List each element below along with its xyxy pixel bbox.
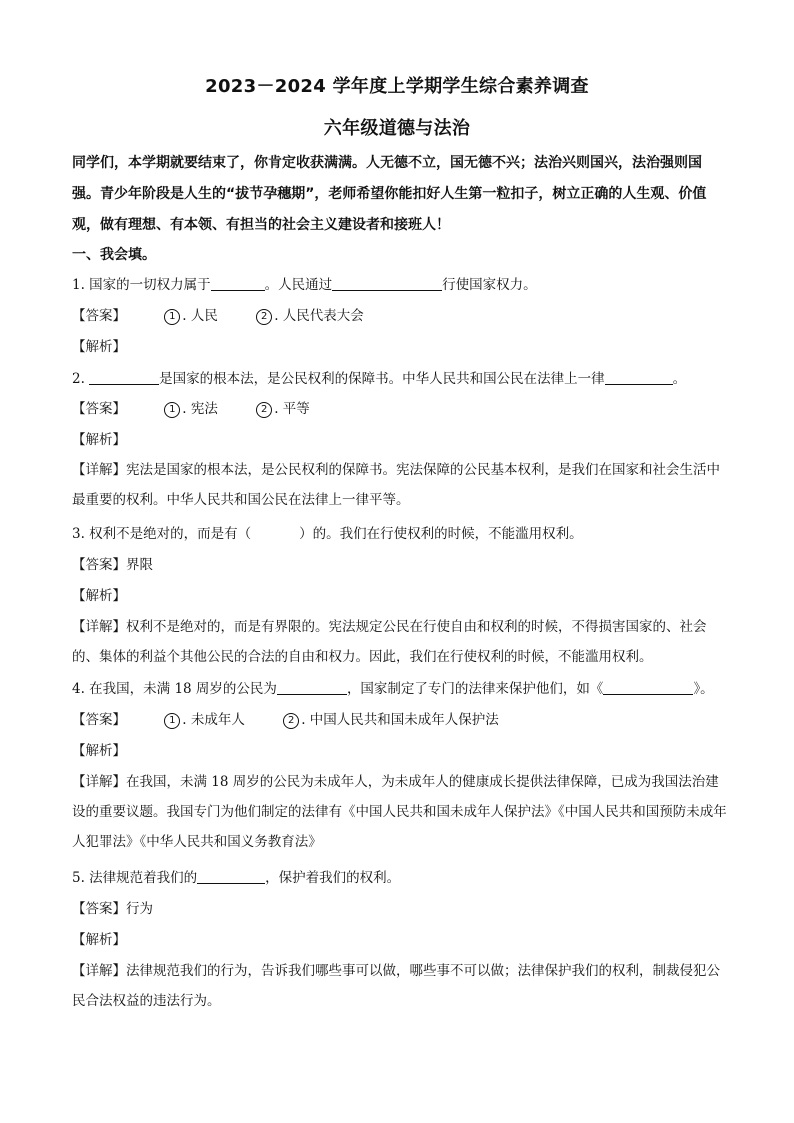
answer-4: 【答案】 1 . 未成年人 2 . 中国人民共和国未成年人保护法 bbox=[72, 712, 499, 728]
detail-2: 【详解】宪法是国家的根本法，是公民权利的保障书。宪法保障的公民基本权利，是我们在国家和社会生活中最重要的权利。中华人民共和国公民在法律上一律平等。 bbox=[72, 462, 720, 508]
intro-paragraph: 同学们，本学期就要结束了，你肯定收获满满。人无德不立，国无德不兴；法治兴则国兴，法治强则国强。青少年阶段是人生的“拔节孕穗期”，老师希望你能扣好人生第一粒扣子，树立正确的人生观、价值观，做有理想、有本领、有担当的社会主义建设者和接班人！ bbox=[72, 155, 707, 233]
analysis-label: 【解析】 bbox=[72, 932, 126, 948]
page-title: 2023－2024 学年度上学期学生综合素养调查 bbox=[205, 76, 589, 97]
detail-label: 【详解】 bbox=[72, 462, 126, 478]
circled-number: 1 bbox=[164, 713, 180, 729]
question-5: 5. 法律规范着我们的 ，保护着我们的权利。 bbox=[72, 870, 401, 886]
answer-1: 【答案】 1 . 人民 2 . 人民代表大会 bbox=[72, 308, 364, 324]
circled-number: 2 bbox=[256, 309, 272, 325]
answer-label: 【答案】 bbox=[72, 901, 126, 917]
analysis-label: 【解析】 bbox=[72, 339, 126, 355]
detail-label: 【详解】 bbox=[72, 619, 126, 635]
circled-number: 1 bbox=[164, 309, 180, 325]
analysis-label: 【解析】 bbox=[72, 588, 126, 604]
detail-3: 【详解】权利不是绝对的，而是有界限的。宪法规定公民在行使自由和权利的时候，不得损害国家的、社会的、集体的利益个其他公民的合法的自由和权力。因此，我们在行使权利的时候，不能滥用权利。 bbox=[72, 619, 707, 665]
answer-blank bbox=[211, 275, 265, 291]
answer-3: 【答案】界限 bbox=[72, 557, 153, 573]
answer-blank bbox=[197, 868, 265, 884]
section-heading: 一、我会填。 bbox=[72, 247, 156, 263]
analysis-label: 【解析】 bbox=[72, 743, 126, 759]
detail-5: 【详解】法律规范我们的行为，告诉我们哪些事可以做，哪些事不可以做；法律保护我们的权利，制裁侵犯公民合法权益的违法行为。 bbox=[72, 963, 720, 1009]
answer-blank bbox=[603, 679, 693, 695]
answer-blank bbox=[89, 369, 159, 385]
question-2: 2. 是国家的根本法，是公民权利的保障书。中华人民共和国公民在法律上一律 。 bbox=[72, 371, 687, 387]
answer-5: 【答案】行为 bbox=[72, 901, 153, 917]
question-4: 4. 在我国，未满 18 周岁的公民为 ，国家制定了专门的法律来保护他们，如《 》。 bbox=[72, 681, 714, 697]
answer-blank bbox=[332, 275, 442, 291]
answer-label: 【答案】 bbox=[72, 308, 126, 324]
answer-label: 【答案】 bbox=[72, 712, 126, 728]
answer-2: 【答案】 1 . 宪法 2 . 平等 bbox=[72, 401, 310, 417]
analysis-label: 【解析】 bbox=[72, 432, 126, 448]
question-1: 1. 国家的一切权力属于 。人民通过 行使国家权力。 bbox=[72, 277, 537, 293]
circled-number: 2 bbox=[256, 402, 272, 418]
answer-blank bbox=[605, 369, 673, 385]
circled-number: 2 bbox=[283, 713, 299, 729]
circled-number: 1 bbox=[164, 402, 180, 418]
detail-label: 【详解】 bbox=[72, 963, 126, 979]
detail-4: 【详解】在我国，未满 18 周岁的公民为未成年人，为未成年人的健康成长提供法律保障，已成为我国法治建设的重要议题。我国专门为他们制定的法律有《中国人民共和国未成年人保护法》《中国人民共和国预防未成年人犯罪法》《中华人民共和国义务教育法》 bbox=[72, 774, 727, 850]
detail-label: 【详解】 bbox=[72, 774, 126, 790]
question-3: 3. 权利不是绝对的，而是有（ ）的。我们在行使权利的时候，不能滥用权利。 bbox=[72, 526, 583, 542]
page-subtitle: 六年级道德与法治 bbox=[323, 118, 471, 139]
answer-label: 【答案】 bbox=[72, 557, 126, 573]
answer-blank bbox=[277, 679, 347, 695]
answer-label: 【答案】 bbox=[72, 401, 126, 417]
